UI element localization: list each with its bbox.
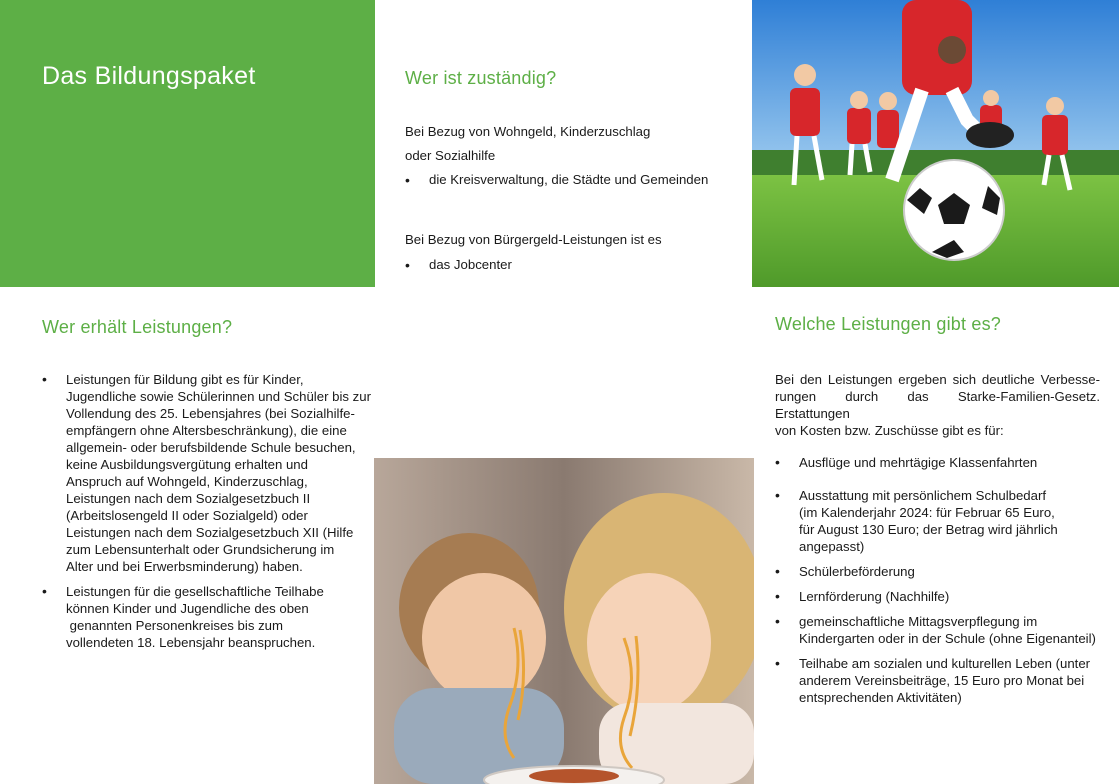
green-intro-panel bbox=[0, 0, 375, 287]
text-line: Anspruch auf Wohngeld, Kinderzuschlag, bbox=[66, 474, 308, 489]
text-line: vollendeten 18. Lebensjahr beanspruchen. bbox=[66, 635, 316, 650]
text-line: zum Lebensunterhalt oder Grundsicherung im bbox=[66, 542, 335, 557]
text-line: Bei den Leistungen ergeben sich deutliche Verbesse- bbox=[775, 372, 1100, 387]
list-item bbox=[775, 588, 1100, 605]
text-line: entsprechenden Aktivitäten) bbox=[799, 690, 962, 705]
text-line: • Teilhabe am sozialen und kulturellen Leben (unter bbox=[799, 656, 1091, 671]
list-item bbox=[42, 583, 372, 651]
text-line: anderem Vereinsbeiträge, 15 Euro pro Monat bei bbox=[799, 673, 1085, 688]
text-line: • Leistungen für Bildung gibt es für Kinder, bbox=[66, 372, 304, 387]
list-item: • die Kreisverwaltung, die Städte und Gemeinden bbox=[405, 168, 735, 192]
children-eating-photo bbox=[374, 458, 754, 784]
text-line: Leistungen nach dem Sozialgesetzbuch II bbox=[66, 491, 311, 506]
list-item bbox=[775, 613, 1100, 647]
text-line: (im Kalenderjahr 2024: für Februar 65 Euro, bbox=[799, 505, 1055, 520]
text-line: empfängern ohne Altersbeschränkung), die eine bbox=[66, 423, 347, 438]
list-item: • das Jobcenter bbox=[405, 253, 735, 277]
text-line: keine Ausbildungsvergütung erhalten und bbox=[66, 457, 308, 472]
list-item bbox=[775, 487, 1100, 555]
erhaelt-heading: Wer erhält Leistungen? bbox=[42, 317, 233, 337]
text-line: Leistungen nach dem Sozialgesetzbuch XII (Hilfe bbox=[66, 525, 354, 540]
text-line: • gemeinschaftliche Mittagsverpflegung im bbox=[799, 614, 1038, 629]
zustaendig-intro-1b: oder Sozialhilfe bbox=[405, 148, 496, 163]
zustaendig-intro-2: Bei Bezug von Bürgergeld-Leistungen ist es bbox=[405, 232, 662, 247]
text-line: (Arbeitslosengeld II oder Sozialgeld) oder bbox=[66, 508, 308, 523]
text-line: Jugendliche sowie Schülerinnen und Schüler bis zur bbox=[66, 389, 371, 404]
erhaelt-section bbox=[42, 371, 372, 651]
list-item bbox=[775, 454, 1100, 471]
list-item bbox=[775, 655, 1100, 706]
text-line: Vollendung des 25. Lebensjahres (bei Sozialhilfe- bbox=[66, 406, 355, 421]
text-line: • Schülerbeförderung bbox=[799, 564, 915, 579]
text-line: Alter und bei Erwerbsminderung) haben. bbox=[66, 559, 303, 574]
text-line: • Ausflüge und mehrtägige Klassenfahrten bbox=[799, 455, 1038, 470]
welche-heading: Welche Leistungen gibt es? bbox=[775, 314, 1002, 334]
page-title: Das Bildungspaket bbox=[42, 62, 256, 90]
text-line: allgemein- oder berufsbildende Schule besuchen, bbox=[66, 440, 356, 455]
text-line: für August 130 Euro; der Betrag wird jährlich bbox=[799, 522, 1058, 537]
zustaendig-heading: Wer ist zuständig? bbox=[405, 68, 557, 88]
zustaendig-section bbox=[405, 120, 735, 277]
list-item bbox=[775, 563, 1100, 580]
text-line: von Kosten bzw. Zuschüsse gibt es für: bbox=[775, 423, 1004, 438]
soccer-photo bbox=[752, 0, 1119, 287]
text-line: rungen durch das Starke-Familien-Gesetz. Erstattungen bbox=[775, 389, 1100, 421]
text-line: angepasst) bbox=[799, 539, 865, 554]
text-line: • Ausstattung mit persönlichem Schulbedarf bbox=[799, 488, 1047, 503]
text-line: Kindergarten oder in der Schule (ohne Eigenanteil) bbox=[799, 631, 1096, 646]
zustaendig-intro-1: Bei Bezug von Wohngeld, Kinderzuschlag bbox=[405, 124, 651, 139]
text-line: • Lernförderung (Nachhilfe) bbox=[799, 589, 950, 604]
list-item bbox=[42, 371, 372, 575]
welche-section bbox=[775, 371, 1100, 706]
text-line: genannten Personenkreises bis zum bbox=[66, 618, 283, 633]
text-line: • Leistungen für die gesellschaftliche Teilhabe bbox=[66, 584, 324, 599]
text-line: können Kinder und Jugendliche des oben bbox=[66, 601, 309, 616]
